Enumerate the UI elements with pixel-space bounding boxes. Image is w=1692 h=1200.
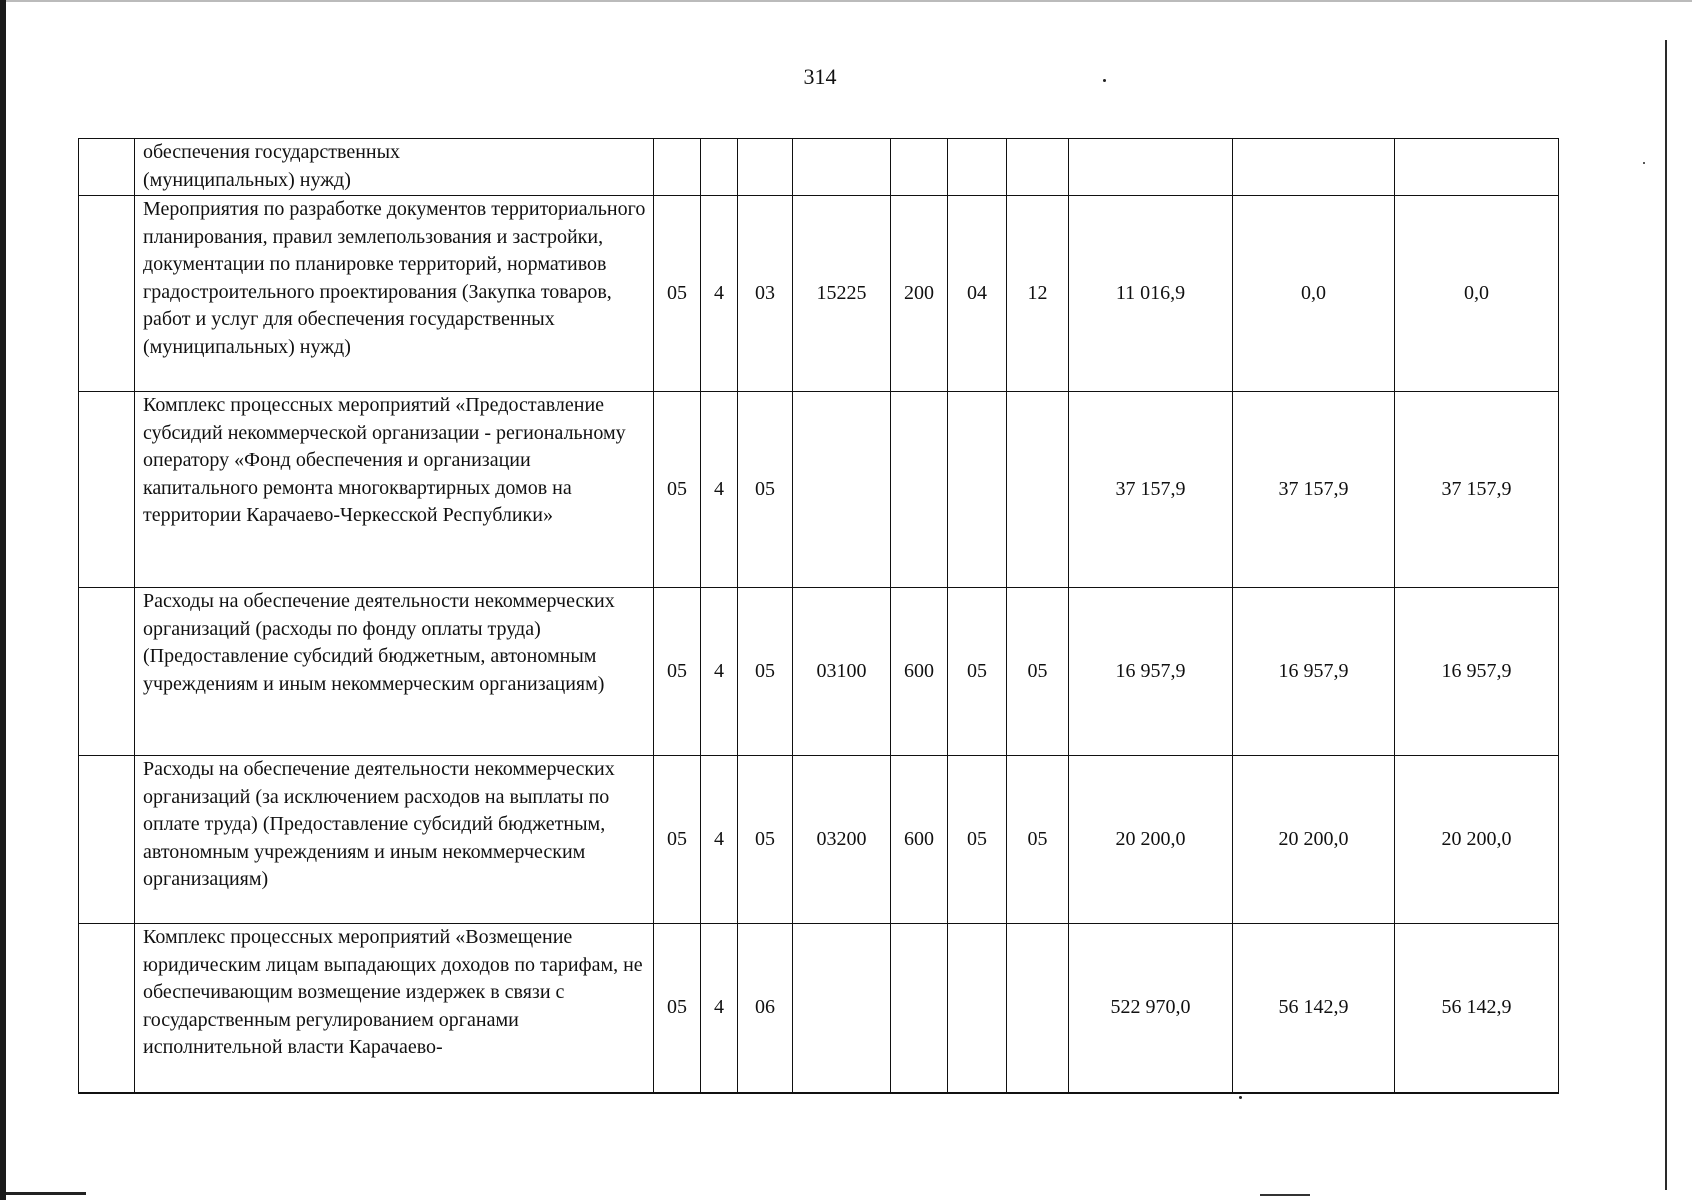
row-description: Расходы на обеспечение деятельности некоммерческих организаций (за исключением расходов на выплаты по оплате труда) (Предоставление субсидий бюджетным, автономным учреждениям и иным некоммерческим организациям) (135, 756, 654, 924)
code-cell-program: 4 (701, 924, 738, 1093)
table-row (79, 392, 1559, 588)
code-cell-expense-type (891, 924, 948, 1093)
code-cell-program: 4 (701, 588, 738, 756)
code-cell-program: 4 (701, 756, 738, 924)
row-number-cell (79, 588, 135, 756)
table-row (79, 756, 1559, 924)
code-cell-section: 05 (654, 756, 701, 924)
code-cell-direction (793, 924, 891, 1093)
table-row (79, 196, 1559, 392)
scan-border-left (0, 0, 6, 1200)
row-description: Комплекс процессных мероприятий «Предоставление субсидий некоммерческой организации - региональному оператору «Фонд обеспечения и организации капитального ремонта многоквартирных домов на территории Карачаево-Черкесской Республики» (135, 392, 654, 588)
code-cell-subdivision (1007, 392, 1069, 588)
code-cell-section: 05 (654, 924, 701, 1093)
amount-cell-1: 16 957,9 (1069, 588, 1233, 756)
amount-cell-1: 522 970,0 (1069, 924, 1233, 1093)
code-cell-section: 05 (654, 196, 701, 392)
row-description: Расходы на обеспечение деятельности некоммерческих организаций (расходы по фонду оплаты труда) (Предоставление субсидий бюджетным, автономным учреждениям и иным некоммерческим организациям) (135, 588, 654, 756)
code-cell-expense-type (891, 392, 948, 588)
code-cell-expense-type: 600 (891, 588, 948, 756)
amount-cell-3 (1395, 139, 1559, 196)
code-cell-subprogram: 05 (738, 756, 793, 924)
code-cell-subprogram: 03 (738, 196, 793, 392)
code-cell-direction: 15225 (793, 196, 891, 392)
amount-cell-3: 37 157,9 (1395, 392, 1559, 588)
amount-cell-2 (1233, 139, 1395, 196)
code-cell-expense-type: 600 (891, 756, 948, 924)
amount-cell-3: 16 957,9 (1395, 588, 1559, 756)
code-cell-program: 4 (701, 196, 738, 392)
code-cell-subdivision: 05 (1007, 756, 1069, 924)
code-cell-section: 05 (654, 588, 701, 756)
code-cell-direction (793, 139, 891, 196)
code-cell-direction: 03100 (793, 588, 891, 756)
scan-mark-bottom-left (6, 1192, 86, 1195)
row-description: обеспечения государственных (муниципальных) нужд) (135, 139, 654, 196)
code-cell-subdivision (1007, 924, 1069, 1093)
amount-cell-1: 20 200,0 (1069, 756, 1233, 924)
code-cell-division (948, 392, 1007, 588)
code-cell-subprogram (738, 139, 793, 196)
row-description: Комплекс процессных мероприятий «Возмещение юридическим лицам выпадающих доходов по тарифам, не обеспечивающим возмещение издержек в связи с государственным регулированием органами исполнительной власти Карачаево- (135, 924, 654, 1093)
amount-cell-2: 16 957,9 (1233, 588, 1395, 756)
table-row (79, 139, 1559, 196)
row-number-cell (79, 392, 135, 588)
row-number-cell (79, 139, 135, 196)
code-cell-division: 05 (948, 588, 1007, 756)
amount-cell-2: 37 157,9 (1233, 392, 1395, 588)
table-row (79, 588, 1559, 756)
amount-cell-3: 0,0 (1395, 196, 1559, 392)
code-cell-direction: 03200 (793, 756, 891, 924)
amount-cell-2: 0,0 (1233, 196, 1395, 392)
row-number-cell (79, 196, 135, 392)
code-cell-expense-type (891, 139, 948, 196)
code-cell-subprogram: 05 (738, 392, 793, 588)
amount-cell-3: 20 200,0 (1395, 756, 1559, 924)
code-cell-subprogram: 06 (738, 924, 793, 1093)
row-number-cell (79, 756, 135, 924)
scan-border-right (1665, 40, 1667, 1190)
scan-speck (1239, 1096, 1242, 1099)
amount-cell-2: 20 200,0 (1233, 756, 1395, 924)
code-cell-division: 04 (948, 196, 1007, 392)
code-cell-section (654, 139, 701, 196)
code-cell-division (948, 139, 1007, 196)
code-cell-section: 05 (654, 392, 701, 588)
scan-mark-bottom-right (1260, 1194, 1310, 1196)
amount-cell-2: 56 142,9 (1233, 924, 1395, 1093)
row-description: Мероприятия по разработке документов территориального планирования, правил землепользования и застройки, документации по планировке территорий, нормативов градостроительного проектирования (Закупка товаров, работ и услуг для обеспечения государственных (муниципальных) нужд) (135, 196, 654, 392)
amount-cell-1: 37 157,9 (1069, 392, 1233, 588)
row-number-cell (79, 924, 135, 1093)
code-cell-direction (793, 392, 891, 588)
scan-speck (1643, 162, 1645, 164)
code-cell-subprogram: 05 (738, 588, 793, 756)
code-cell-division (948, 924, 1007, 1093)
scan-border-top (0, 0, 1692, 2)
code-cell-subdivision: 12 (1007, 196, 1069, 392)
table-row (79, 924, 1559, 1093)
amount-cell-1: 11 016,9 (1069, 196, 1233, 392)
code-cell-subdivision: 05 (1007, 588, 1069, 756)
code-cell-program (701, 139, 738, 196)
code-cell-subdivision (1007, 139, 1069, 196)
code-cell-program: 4 (701, 392, 738, 588)
amount-cell-1 (1069, 139, 1233, 196)
scan-speck (1103, 79, 1106, 82)
code-cell-division: 05 (948, 756, 1007, 924)
amount-cell-3: 56 142,9 (1395, 924, 1559, 1093)
page-number: 314 (803, 64, 837, 89)
code-cell-expense-type: 200 (891, 196, 948, 392)
budget-table (78, 138, 1559, 1094)
